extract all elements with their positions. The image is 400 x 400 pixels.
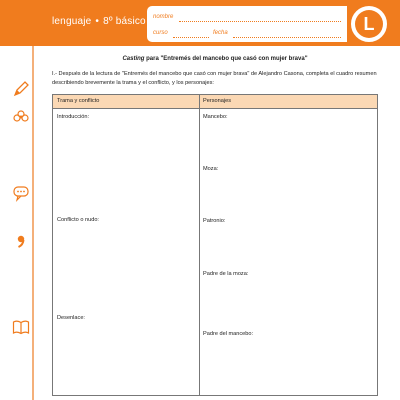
subject-badge — [351, 6, 387, 42]
course-label: curso — [153, 30, 168, 36]
character-padre-moza: Padre de la moza: — [203, 271, 249, 277]
student-info-panel — [147, 6, 347, 42]
character-patronio: Patronio: — [203, 218, 226, 224]
flower-icon — [12, 108, 30, 126]
course-field[interactable] — [173, 37, 209, 38]
grade-label: 8º básico — [103, 16, 146, 27]
header-title — [52, 16, 146, 27]
subject-label: lenguaje — [52, 16, 92, 27]
summary-table — [52, 94, 378, 396]
pencil-icon — [12, 80, 30, 98]
resolution-label: Desenlace: — [57, 315, 85, 321]
name-label: nombre — [153, 14, 174, 20]
badge-letter: L — [355, 10, 383, 38]
character-padre-mancebo: Padre del mancebo: — [203, 331, 254, 337]
header-characters: Personajes — [203, 98, 231, 104]
title-italic: Casting — [122, 56, 145, 62]
character-mancebo: Mancebo: — [203, 114, 228, 120]
book-icon — [12, 318, 30, 336]
conflict-label: Conflicto o nudo: — [57, 217, 99, 223]
column-divider — [199, 95, 200, 395]
document-title — [50, 56, 380, 62]
instruction-text: I.- Después de la lectura de "Entremés del mancebo que casó con mujer brava" de Alejandro Casona, completa el cuadro resumen describiendo brevemente la trama y el conflicto, y los personajes: — [52, 71, 377, 86]
character-moza: Moza: — [203, 166, 219, 172]
comma-icon — [12, 232, 30, 250]
introduction-label: Introducción: — [57, 114, 90, 120]
title-rest: para "Entremés del mancebo que casó con mujer brava" — [144, 56, 308, 62]
speech-bubble-icon — [12, 184, 30, 202]
margin-line — [32, 46, 34, 400]
header-plot-conflict: Trama y conflicto — [57, 98, 100, 104]
date-label: fecha — [213, 30, 228, 36]
date-field[interactable] — [233, 37, 341, 38]
name-field[interactable] — [179, 21, 341, 22]
separator: • — [95, 16, 100, 27]
